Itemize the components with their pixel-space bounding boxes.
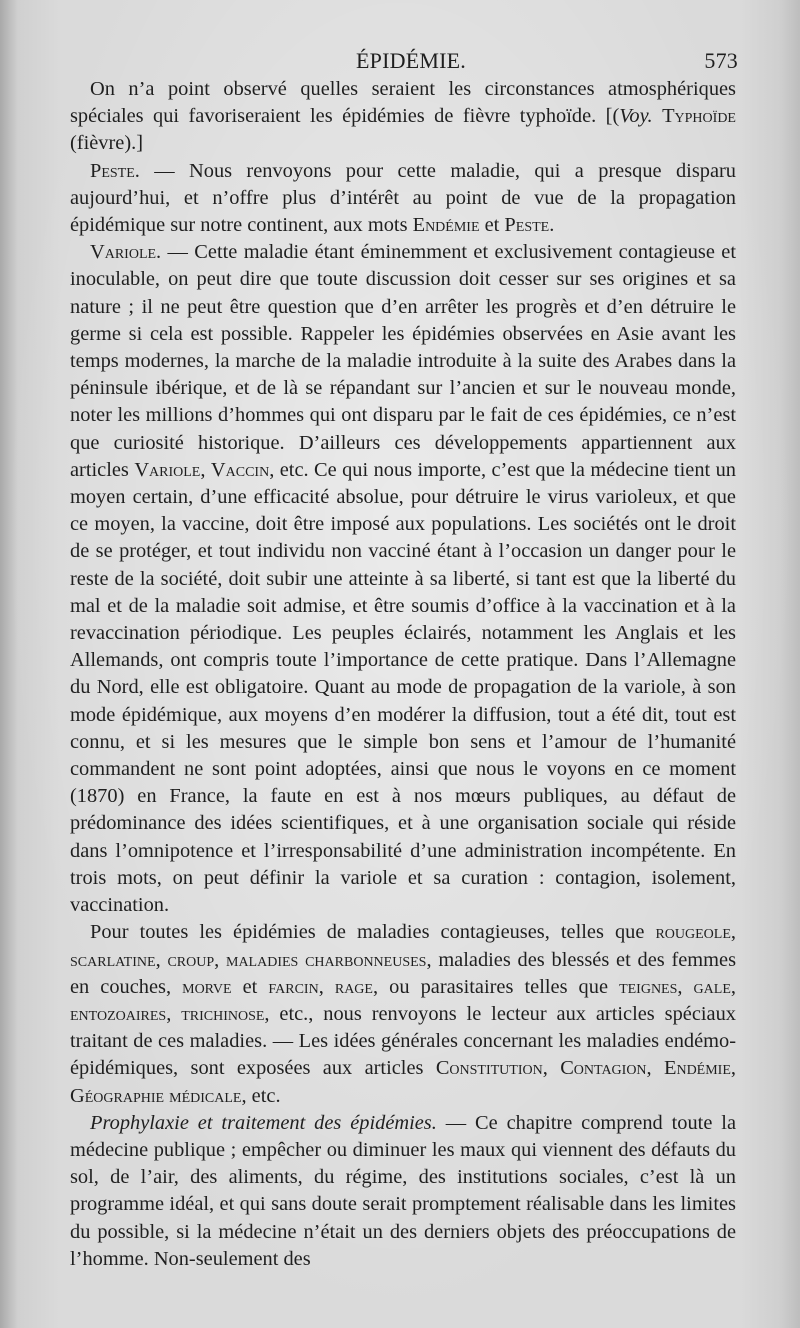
text-run: , xyxy=(200,458,211,481)
reference-typhoide: Typhoïde xyxy=(662,105,736,128)
text-run: , xyxy=(730,921,736,944)
reference-entozoaires: entozoaires xyxy=(70,1002,167,1025)
text-run: , etc., nous renvoyons le lecteur aux articles spéciaux traitant de ces maladies. — Les idées générales concernant les maladies endémo-épidémiques, sont exposées aux articles xyxy=(70,1002,736,1080)
text-run: On n’a point observé quelles seraient les circonstances atmosphériques spéciales qui favoriseraient les épidémies de fièvre typhoïde. [( xyxy=(70,78,736,128)
paragraph-variole xyxy=(70,239,736,919)
paragraph-prophylaxie xyxy=(70,1110,736,1273)
entry-heading-peste: Peste. xyxy=(90,159,140,182)
page-header xyxy=(84,46,738,76)
reference-morve: morve xyxy=(182,975,232,998)
reference-vaccin: Vaccin xyxy=(210,458,270,481)
section-heading-prophylaxie: Prophylaxie et traitement des épidémies. xyxy=(90,1111,437,1134)
reference-variole: Variole xyxy=(134,458,201,481)
running-title: ÉPIDÉMIE. xyxy=(356,48,466,73)
body-text xyxy=(70,76,736,1273)
reference-contagion: Contagion xyxy=(560,1057,647,1080)
text-run: . xyxy=(549,214,555,237)
text-run: , etc. xyxy=(241,1084,281,1107)
text-run: et xyxy=(479,214,505,237)
paragraph-typhoide xyxy=(70,76,736,158)
reference-endemie-2: Endémie xyxy=(664,1057,731,1080)
text-run: , xyxy=(730,1057,736,1080)
paragraph-contagieuses xyxy=(70,919,736,1109)
paragraph-peste xyxy=(70,158,736,240)
entry-heading-variole: Variole. xyxy=(90,241,162,264)
text-run: Pour toutes les épidémies de maladies contagieuses, telles que xyxy=(90,921,656,944)
reference-constitution: Constitution xyxy=(435,1057,543,1080)
text-run: — Nous renvoyons pour cette maladie, qui a presque disparu aujourd’hui, et n’offre plus d’intérêt au point de vue de la propagation épidémique sur notre continent, aux mots xyxy=(70,159,736,237)
text-run: , xyxy=(155,948,168,971)
text-run: (fièvre).] xyxy=(70,132,144,155)
text-run: , maladies des blessés et des femmes en couches, xyxy=(70,948,737,998)
reference-scarlatine: scarlatine xyxy=(70,948,156,971)
reference-rougeole: rougeole xyxy=(655,921,731,944)
text-run: , xyxy=(166,1002,182,1025)
reference-trichinose: trichinose xyxy=(181,1002,265,1025)
reference-teignes: teignes xyxy=(619,975,678,998)
text-run: , xyxy=(542,1057,561,1080)
reference-voy: Voy. xyxy=(619,105,653,128)
reference-croup: croup xyxy=(167,948,215,971)
text-run: — Cette maladie étant éminemment et exclusivement contagieuse et inoculable, on peut dire que toute discussion doit cesser sur ses origines et sa nature ; il ne peut être question que d’en arrêter les progrès et d’en détruire le germe si cela est possible. Rappeler les épidémies observées en Asie avant les temps modernes, la marche de la maladie introduite à la suite des Arabes dans la péninsule ibérique, et de là se répandant sur l’ancien et sur le nouveau monde, noter les millions d’hommes qui ont disparu par le fait de ces épidémies, ce n’est que curiosité historique. D’ailleurs ces développements appartiennent aux articles xyxy=(70,241,736,481)
text-run: , xyxy=(318,975,335,998)
text-run: et xyxy=(231,975,269,998)
text-run: , xyxy=(677,975,694,998)
text-run: , ou parasitaires telles que xyxy=(372,975,620,998)
reference-rage: rage xyxy=(334,975,373,998)
text-run: — Ce chapitre comprend toute la médecine publique ; empêcher ou diminuer les maux qui viennent des défauts du sol, de l’air, des aliments, du régime, des institutions sociales, c’est là un programme idéal, et qui sans doute serait promptement réalisable dans les limites du possible, si la médecine n’était un des derniers objets des préoccupations de l’homme. Non-seulement des xyxy=(70,1111,736,1270)
reference-farcin: farcin xyxy=(268,975,319,998)
reference-endemie: Endémie xyxy=(412,214,480,237)
text-run xyxy=(653,105,662,127)
text-run: , xyxy=(214,948,226,971)
reference-gale: gale xyxy=(693,975,731,998)
reference-peste: Peste xyxy=(504,214,550,237)
text-run: , xyxy=(730,975,736,998)
text-run: , xyxy=(646,1057,664,1080)
reference-maladies-charbonneuses: maladies charbonneuses xyxy=(226,948,427,971)
page-number: 573 xyxy=(704,48,738,73)
reference-geographie-medicale: Géographie médicale xyxy=(70,1084,242,1107)
text-run: , etc. Ce qui nous importe, c’est que la médecine tient un moyen certain, d’une efficacité absolue, pour détruire le virus varioleux, et que ce moyen, la vaccine, doit être imposé aux populations. Les sociétés ont le droit de se protéger, et tout individu non vacciné étant à l’occasion un danger pour le reste de la société, doit subir une atteinte à sa liberté, si tant est que la liberté du mal et de la maladie soit admise, et être soumis d’office à la vaccination et à la revaccination périodique. Les peuples éclairés, notamment les Anglais et les Allemands, ont compris toute l’importance de cette pratique. Dans l’Allemagne du Nord, elle est obligatoire. Quant au mode de propagation de la variole, à son mode épidémique, aux moyens d’en modérer la diffusion, tout a été dit, tout est connu, et si les mesures que le simple bon sens et l’amour de l’humanité commandent ne sont point adoptées, ainsi que nous le voyons en ce moment (1870) en France, la faute en est à nos mœurs publiques, au défaut de prédominance des idées scientifiques, et à une organisation sociale qui réside dans l’omnipotence et l’irresponsabilité d’une administration incompétente. En trois mots, on peut définir la variole et sa curation : contagion, isolement, vaccination. xyxy=(70,458,736,917)
